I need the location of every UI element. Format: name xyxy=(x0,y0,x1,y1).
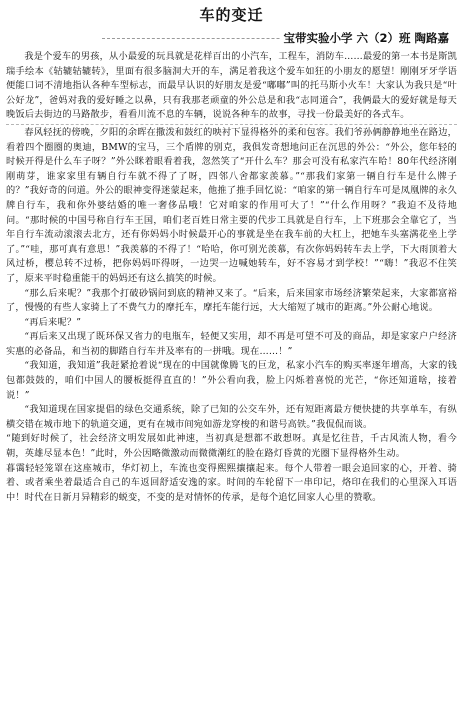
paragraph: “那么后来呢？”我那个打破砂锅问到底的精神又来了。“后来，后来国家市场经济繁荣起来，大家都富裕了，慢慢的有些人家骑上了不费气力的摩托车，摩托车能行远，大大缩短了城市的距离。”外公耐心地说。 xyxy=(6,287,457,314)
article-title: 车的变迁 xyxy=(199,6,264,24)
paragraph: “我知道现在国家提倡的绿色交通系统，除了已知的公交车外，还有短距离最方便快捷的共享单车，有纵横交错在城市地下的轨道交通，更有在城市间宛如游龙穿梭的和谐号高铁。”我侃侃而谈。 xyxy=(6,404,457,430)
paragraph: “我知道，我知道”我赶紧抢着说“现在的中国就像腾飞的巨龙，私家小汽车的购买率逐年增高，大家的钱包都鼓鼓的，咱们中国人的腰板挺得直直的！”外公看向我，脸上闪烁着喜悦的光芒，“你还知道啥，接着说！” xyxy=(6,360,457,401)
author-line: 宝带实验小学 六（2）班 陶路嘉 xyxy=(283,31,449,45)
article-body xyxy=(6,50,457,505)
paragraph: 暮霭轻轻笼罩在这座城市，华灯初上，车流也变得熙熙攘攘起来。每个人带着一眼会追回家的心，开着、骑着、或者乘坐着最适合自己的车返回舒适安逸的家。时间的车轮留下一串印记，烙印在我们的心里深入耳语中！时代在日新月异精彩的蜕变，不变的是对情怀的传承，是每个追忆回家人心里的赞歌。 xyxy=(6,462,457,503)
paragraph: “随到好时候了，社会经济文明发展如此神速，当初真是想都不敢想呀。真是忆往昔，千古风流人物，看今朝，英雄尽显本色！”此时，外公因略微激动而微微潮红的脸在路灯昏黄的光圈下显得格外生动。 xyxy=(6,433,457,460)
paragraph: 我是个爱车的男孩，从小最爱的玩具就是花样百出的小汽车，工程车，消防车……最爱的第一本书是斯凯瑞手绘本《轱辘轱辘转》，里面有很多脑洞大开的车，满足着我这个爱车如狂的小朋友的愿望！刚刚牙牙学语便能口词不清地指认各种车型标志，而最早认识的好朋友是爱“嘟嘟”叫的托马斯小火车！大家认为我只是“叶公好龙”，爸妈对我的爱好睡之以鼻，只有我那老顽童的外公总是和我“志同道合”，我俩最大的爱好就是每天晚饭后去街边的马路散步，看看川流不息的车辆，说说各种车的故事，寻找一份最美好的各式车。 xyxy=(6,50,457,125)
paragraph: “再后来呢？” xyxy=(24,316,82,328)
paragraph: 春风轻抚的傍晚，夕阳的余晖在撒泼和鼓红的映衬下显得格外的柔和包容。我们爷孙俩静静地坐在路边，看着四个圈圈的奥迪，BMW的宝马，三个盾牌的别克，我俱发奇想地问正在沉思的外公：“外公，您年轻的时候开得是什么车子呀？”外公眯着眼看着我，忽然笑了“开什么车？那会可没有私家汽车哈！80年代经济刚刚萌芽，谁家家里有辆自行车就不得了了呀，四邻八舍都家羡慕。”“那我们家第一辆自行车是什么牌子的？”我好奇的问道。外公的眼神变得迷蒙起来，他推了推手回忆说：“咱家的第一辆自行车可是凤凰牌的永久牌自行车，我和你外婆结婚的唯一奢侈品哦！它对咱家的作用可大了！”“什么作用呀？”我迫不及待地问。“那时候的中国号称自行车王国，咱们老百姓日常主要的代步工具就是自行车，上下班那会全靠它了，当年自行车流动滚滚去北方，还有你妈妈小时候最开心的事就是坐在我车前的大杠上，把她车头塞满花坐上学了。”“哇，那可真有意思！”我羡慕的不得了！“哈哈，你可别光羡慕，有次你妈妈转车去上学，下大雨顶着大风过桥，樱总转不过桥，把你妈妈吓得呀，一边哭一边喊她转车，好不容易才到学校！”“嗨！”我忍不住笑了，原来平时稳重能干的妈妈还有这么搞笑的时候。 xyxy=(6,126,458,284)
paragraph: “再后来又出现了既环保又省力的电瓶车，轻便又实用，却不再是可望不可及的商品，却是家家户户经济实惠的必备品，和当初的脚踏自行车并及率有的一拼哦。现在……！” xyxy=(6,331,457,357)
byline xyxy=(6,30,457,46)
